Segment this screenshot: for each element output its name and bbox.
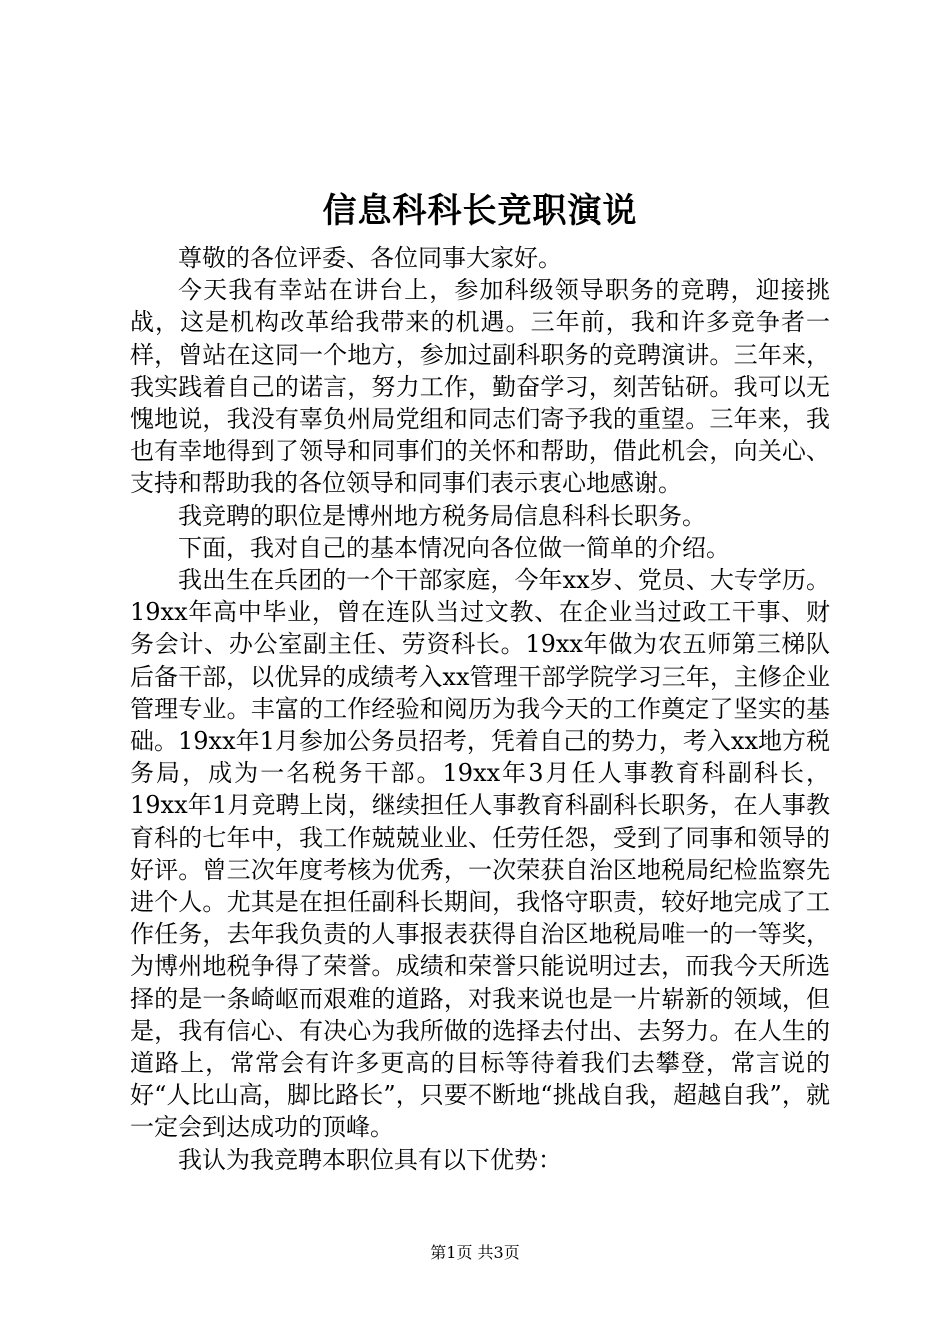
page-number-footer: 第1页 共3页 (430, 1243, 520, 1262)
paragraph-position: 我竞聘的职位是博州地方税务局信息科科长职务。 (178, 501, 706, 530)
document-title: 信息科科长竞职演说 (322, 191, 638, 231)
paragraph-advantages: 我认为我竞聘本职位具有以下优势： (178, 1145, 562, 1174)
paragraph-greeting: 尊敬的各位评委、各位同事大家好。 (178, 244, 562, 272)
paragraph-background: 我出生在兵团的一个干部家庭，今年xx岁、党员、大专学历。19xx年高中毕业，曾在连队当过文教、在企业当过政工干事、财务会计、办公室副主任、劳资科长。19xx年做为农五师第三梯队后备干部，以优异的成绩考入xx管理干部学院学习三年，主修企业管理专业。丰富的工作经验和阅历为我今天的工作奠定了坚实的基础。19xx年1月参加公务员招考，凭着自己的势力，考入xx地方税务局，成为一名税务干部。19xx年3月任人事教育科副科长，19xx年1月竞聘上岗，继续担任人事教育科副科长职务，在人事教育科的七年中，我工作兢兢业业、任劳任怨，受到了同事和领导的好评。曾三次年度考核为优秀，一次荣获自治区地税局纪检监察先进个人。尤其是在担任副科长期间，我恪守职责，较好地完成了工作任务，去年我负责的人事报表获得自治区地税局唯一的一等奖，为博州地税争得了荣誉。成绩和荣誉只能说明过去，而我今天所选择的是一条崎岖而艰难的道路，对我来说也是一片崭新的领域，但是，我有信心、有决心为我所做的选择去付出、去努力。在人生的道路上，常常会有许多更高的目标等待着我们去攀登，常言说的好“人比山高，脚比路长”，只要不断地“挑战自我，超越自我”，就一定会到达成功的顶峰。 (130, 566, 830, 1142)
paragraph-opening: 今天我有幸站在讲台上，参加科级领导职务的竞聘，迎接挑战，这是机构改革给我带来的机遇。三年前，我和许多竞争者一样，曾站在这同一个地方，参加过副科职务的竞聘演讲。三年来，我实践着自己的诺言，努力工作，勤奋学习，刻苦钻研。我可以无愧地说，我没有辜负州局党组和同志们寄予我的重望。三年来，我也有幸地得到了领导和同事们的关怀和帮助，借此机会，向关心、支持和帮助我的各位领导和同事们表示衷心地感谢。 (130, 276, 830, 498)
paragraph-intro: 下面，我对自己的基本情况向各位做一简单的介绍。 (178, 533, 730, 562)
document-page (130, 180, 830, 1176)
